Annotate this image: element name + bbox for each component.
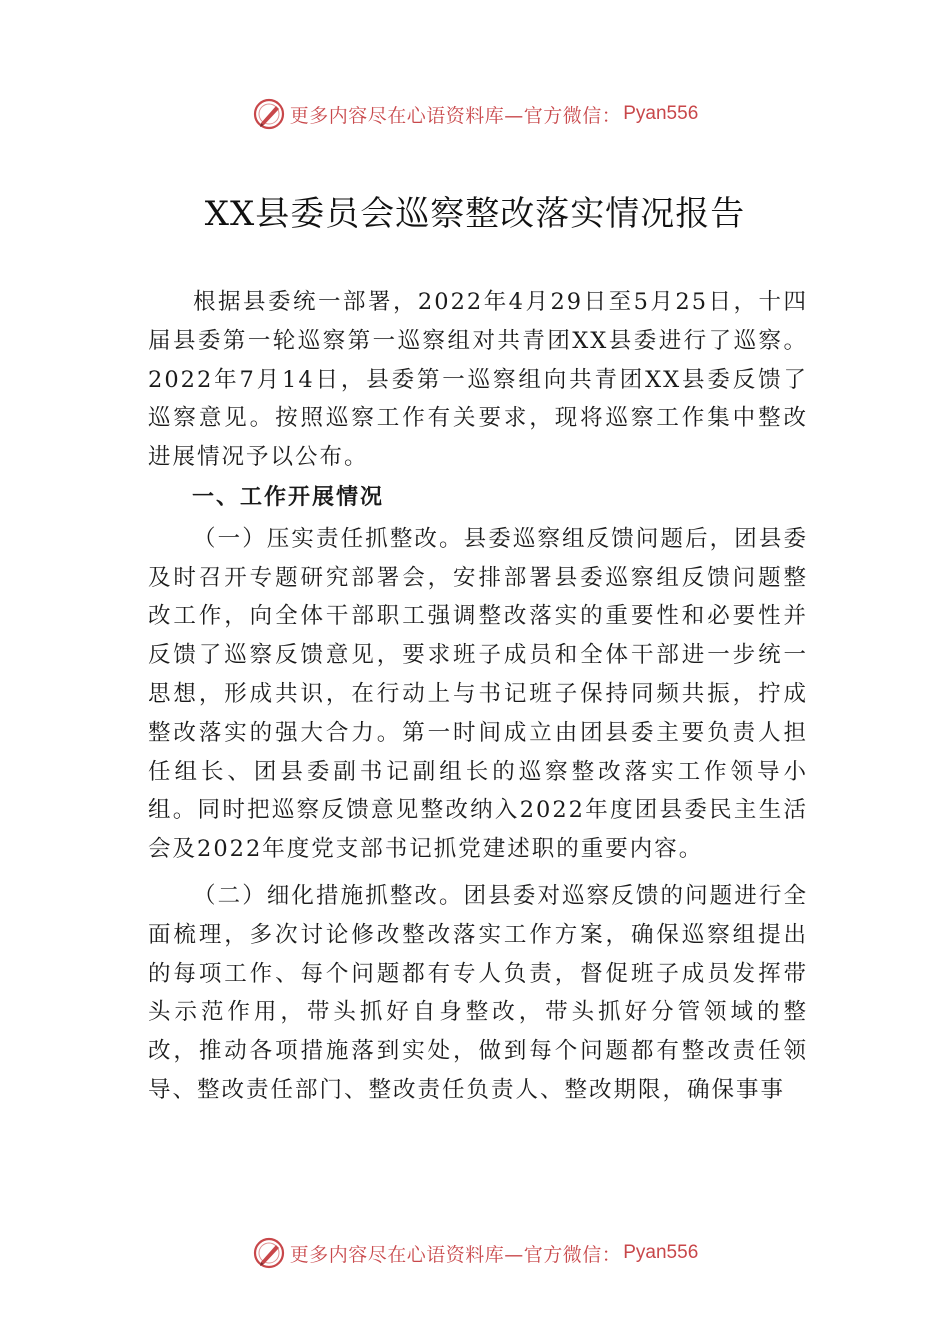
banner-wechat-id: Pyan556 xyxy=(623,103,699,124)
banner-wechat-id: Pyan556 xyxy=(623,1242,699,1263)
intro-paragraph: 根据县委统一部署，2022年4月29日至5月25日，十四届县委第一轮巡察第一巡察组对共青团XX县委进行了巡察。2022年7月14日，县委第一巡察组向共青团XX县委反馈了巡察意见。按照巡察工作有关要求，现将巡察工作集中整改进展情况予以公布。 xyxy=(148,289,808,471)
banner-text: 更多内容尽在心语资料库—官方微信： xyxy=(289,104,622,127)
footer-banner xyxy=(0,1233,950,1273)
document-body xyxy=(148,283,808,1110)
pen-logo-icon xyxy=(252,97,286,131)
pen-logo-icon xyxy=(252,1236,286,1270)
paragraph-2: （二）细化措施抓整改。团县委对巡察反馈的问题进行全面梳理，多次讨论修改整改落实工作方案，确保巡察组提出的每项工作、每个问题都有专人负责，督促班子成员发挥带头示范作用，带头抓好自身整改，带头抓好分管领域的整改，推动各项措施落到实处，做到每个问题都有整改责任领导、整改责任部门、整改责任负责人、整改期限，确保事事 xyxy=(148,882,808,1103)
document-title: XX县委员会巡察整改落实情况报告 xyxy=(204,194,746,234)
header-banner xyxy=(0,94,950,134)
banner-text: 更多内容尽在心语资料库—官方微信： xyxy=(289,1243,622,1266)
section-heading: 一、工作开展情况 xyxy=(192,484,385,510)
paragraph-1: （一）压实责任抓整改。县委巡察组反馈问题后，团县委及时召开专题研究部署会，安排部署县委巡察组反馈问题整改工作，向全体干部职工强调整改落实的重要性和必要性并反馈了巡察反馈意见，要求班子成员和全体干部进一步统一思想，形成共识，在行动上与书记班子保持同频共振，拧成整改落实的强大合力。第一时间成立由团县委主要负责人担任组长、团县委副书记副组长的巡察整改落实工作领导小组。同时把巡察反馈意见整改纳入2022年度团县委民主生活会及2022年度党支部书记抓党建述职的重要内容。 xyxy=(148,525,808,863)
